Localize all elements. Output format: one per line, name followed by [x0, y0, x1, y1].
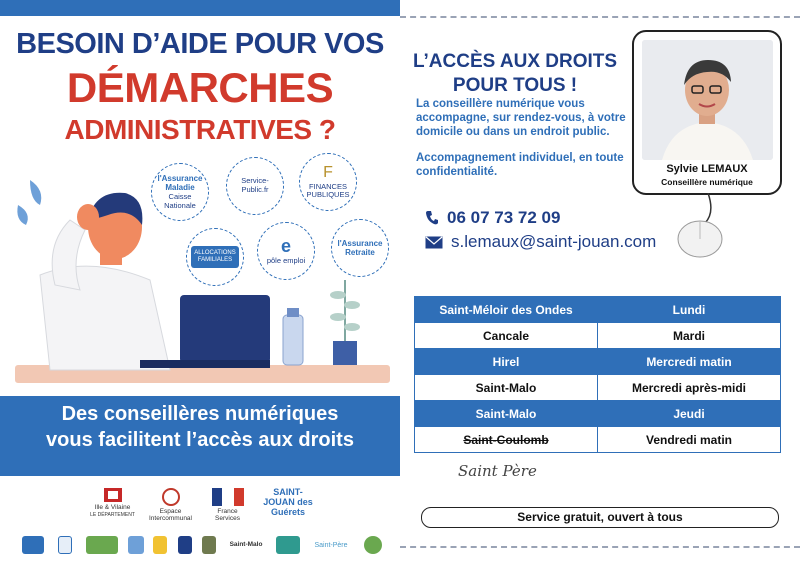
advisor-portrait-icon — [642, 40, 773, 160]
table-row — [415, 323, 781, 349]
advisor-name: Sylvie LEMAUX — [666, 163, 748, 175]
saint-pere-logo — [308, 536, 354, 554]
partner-logo-4 — [128, 536, 144, 554]
schedule-place: Saint-Méloir des Ondes — [415, 297, 598, 323]
schedule-day: Vendredi matin — [598, 427, 781, 453]
france-services-mark-icon — [212, 488, 244, 506]
schedule-place: Cancale — [415, 323, 598, 349]
headline-line-3: ADMINISTRATIVES ? — [64, 114, 336, 145]
schedule-day: Mercredi matin — [598, 349, 781, 375]
access-title-line-2: POUR TOUS ! — [452, 74, 578, 96]
schedule-day: Mardi — [598, 323, 781, 349]
partner-logo-9 — [276, 536, 300, 554]
access-title — [400, 50, 630, 98]
assurance-retraite-logo — [331, 219, 389, 277]
top-dashed-line — [400, 16, 800, 22]
schedule-day: Jeudi — [598, 401, 781, 427]
service-free-badge: Service gratuit, ouvert à tous — [421, 507, 779, 528]
headline-line-2: DÉMARCHES — [66, 64, 334, 111]
pole-emploi-logo — [257, 222, 315, 280]
partner-logo-11 — [364, 536, 382, 554]
service-public-text: Service-Public.fr — [241, 176, 269, 194]
advisor-photo-card — [632, 30, 782, 195]
caf-logo-box — [191, 246, 239, 268]
bottom-dashed-line — [400, 546, 800, 552]
banner-line-2: vous facilitent l’accès aux droits — [46, 429, 354, 451]
partner-logo-2 — [58, 536, 72, 554]
advisor-role: Conseillère numérique — [661, 177, 753, 187]
service-description: La conseillère numérique vous accompagne, sur rendez-vous, à votre domicile ou dans un endroit public. — [416, 98, 626, 138]
advisor-photo — [642, 40, 773, 160]
phone-contact[interactable] — [425, 208, 560, 228]
saint-malo-logo — [226, 536, 266, 554]
france-services-logo — [205, 488, 250, 522]
saint-malo-text: Saint-Malo — [229, 540, 263, 548]
ameli-logo-subtext: Caisse Nationale — [164, 192, 196, 210]
stress-mark-icon — [17, 205, 27, 225]
espace-intercommunal-logo — [148, 488, 193, 522]
caf-logo — [186, 228, 244, 286]
email-address: s.lemaux@saint-jouan.com — [451, 232, 657, 251]
access-title-line-1: L’ACCÈS AUX DROITS — [412, 51, 618, 72]
stress-mark-icon — [30, 180, 41, 205]
email-contact[interactable] — [425, 232, 656, 252]
computer-mouse-icon — [670, 193, 740, 263]
partner-logo-6 — [178, 536, 192, 554]
table-row — [415, 297, 781, 323]
service-public-logo — [226, 157, 284, 215]
table-row — [415, 401, 781, 427]
table-row — [415, 375, 781, 401]
finances-f-icon: F — [323, 164, 333, 182]
schedule-place-struck: Saint-Coulomb — [415, 427, 598, 453]
envelope-icon — [425, 236, 443, 249]
table-row — [415, 349, 781, 375]
handwritten-note: Saint Père — [458, 462, 537, 480]
caf-logo-text: ALLOCATIONS FAMILIALES — [194, 250, 236, 263]
partner-logo-1 — [22, 536, 44, 554]
finances-publiques-text: FINANCES PUBLIQUES — [306, 181, 350, 200]
schedule-place: Saint-Malo — [415, 375, 598, 401]
schedule-day: Lundi — [598, 297, 781, 323]
headline-line-1: BESOIN D’AIDE POUR VOS — [16, 28, 384, 60]
france-services-text: France Services — [215, 508, 240, 523]
assurance-retraite-text: l'Assurance Retraite — [337, 238, 383, 257]
confidentiality-note: Accompagnement individuel, en toute confidentialité. — [416, 152, 624, 178]
partner-logo-5 — [153, 536, 167, 554]
espace-logo-mark-icon — [156, 488, 186, 506]
saint-pere-text: Saint-Père — [314, 541, 348, 549]
ille-vilaine-subtext: LE DÉPARTEMENT — [90, 512, 135, 519]
schedule-place: Hirel — [415, 349, 598, 375]
banner-line-1: Des conseillères numériques — [61, 403, 339, 425]
assurance-maladie-logo — [151, 163, 209, 221]
flyer-right-page — [400, 0, 800, 566]
table-row — [415, 427, 781, 453]
ille-vilaine-logo — [85, 488, 140, 519]
schedule-place: Saint-Malo — [415, 401, 598, 427]
finances-publiques-logo — [299, 153, 357, 211]
partner-logo-7 — [202, 536, 216, 554]
ille-vilaine-mark-icon — [104, 488, 122, 502]
schedule-day: Mercredi après-midi — [598, 375, 781, 401]
ille-vilaine-text: Ille & Vilaine — [94, 504, 131, 511]
espace-text: Espace Intercommunal — [149, 508, 192, 523]
schedule-table — [414, 296, 781, 453]
partner-logo-3 — [86, 536, 118, 554]
top-color-bar — [0, 0, 400, 16]
saint-jouan-text: SAINT-JOUAN des Guérets — [263, 487, 313, 517]
phone-number: 06 07 73 72 09 — [447, 208, 561, 227]
phone-icon — [425, 210, 439, 226]
saint-jouan-logo — [262, 488, 314, 518]
pole-emploi-text: pôle emploi — [266, 256, 306, 266]
ameli-logo-text: l'Assurance Maladie — [157, 173, 203, 193]
pole-emploi-e-icon: e — [280, 236, 291, 257]
